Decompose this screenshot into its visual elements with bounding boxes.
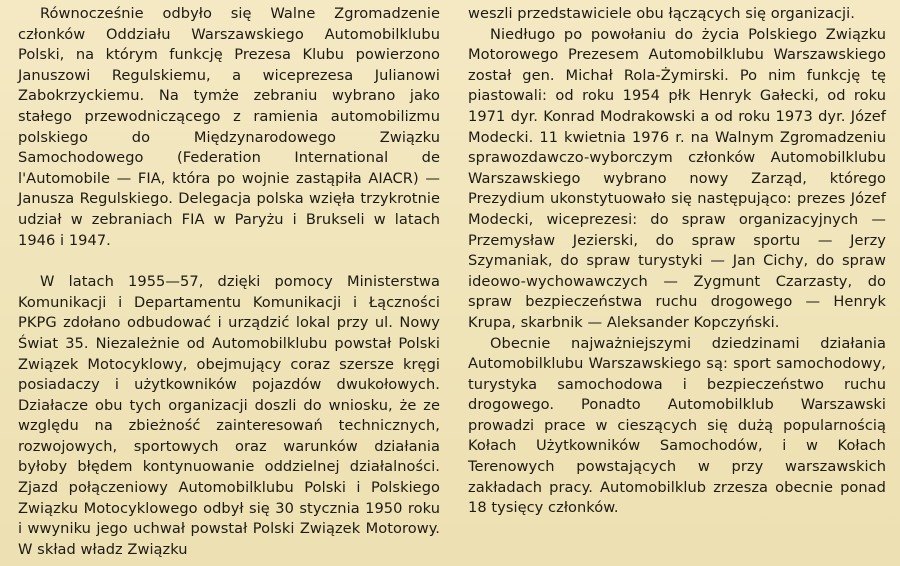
left-text-column — [18, 4, 440, 560]
paragraph-current-activities: Obecnie najważniejszymi dziedzinami działania Automobilklubu Warszawskiego są: sport samochodowy, turystyka samochodowa i bezpieczeństwo ruchu drogowego. Ponadto Automobilklub Warszawski prowadzi prace w cieszących się dużą popularnością Kołach Użytkowników Samochodów, i w Kołach Terenowych powstających w przy warszawskich zakładach pracy. Automobilklub zrzesza obecnie ponad 18 tysięcy członków. — [468, 334, 886, 517]
paragraph-general-assembly: Równocześnie odbyło się Walne Zgromadzenie członków Oddziału Warszawskiego Automobilklubu Polski, na którym funkcję Prezesa Klubu powierzono Januszowi Regulskiemu, a wiceprezesa Julianowi Zabokrzyckiemu. Na tymże zebraniu wybrano jako stałego przewodniczącego z ramienia automobilizmu polskiego do Międzynarodowego Związku Samochodowego (Federation International de l'Automobile — FIA, która po wojnie zastąpiła AIACR) — Janusza Regulskiego. Delegacja polska wzięła trzykrotnie udział w zebraniach FIA w Paryżu i Brukseli w latach 1946 i 1947. — [18, 5, 440, 249]
paragraph-club-presidents: Niedługo po powołaniu do życia Polskiego Związku Motorowego Prezesem Automobilklubu Warszawskiego został gen. Michał Rola-Żymirski. Po nim funkcję tę piastowali: od roku 1954 płk Henryk Gałecki, od roku 1971 dyr. Konrad Modrakowski a od roku 1973 dyr. Józef Modecki. 11 kwietnia 1976 r. na Walnym Zgromadzeniu sprawozdawczo-wyborczym członków Automobilklubu Warszawskiego wybrano nowy Zarząd, którego Prezydium ukonstytuowało się następująco: prezes Józef Modecki, wiceprezesi: do spraw organizacyjnych — Przemysław Jezierski, do spraw sportu — Jerzy Szymaniak, do spraw turystyki — Jan Cichy, do spraw ideowo-wychowawczych — Zygmunt Czarzasty, do spraw bezpieczeństwa ruchu drogowego — Henryk Krupa, skarbnik — Aleksander Kopczyński. — [468, 25, 886, 331]
right-text-column — [468, 4, 886, 519]
paragraph-continuation: weszli przedstawiciele obu łączących się organizacji. — [468, 5, 855, 22]
paragraph-years-1955-57: W latach 1955—57, dzięki pomocy Ministerstwa Komunikacji i Departamentu Komunikacji i Łączności PKPG zdołano odbudować i urządzić lokal przy ul. Nowy Świat 35. Niezależnie od Automobilklubu powstał Polski Związek Motocyklowy, obejmujący coraz szersze kręgi posiadaczy i użytkowników pojazdów dwukołowych. Działacze obu tych organizacji doszli do wniosku, że ze względu na zbieżność zainteresowań technicznych, rozwojowych, sportowych oraz warunków działania byłoby błędem kontynuowanie oddzielnej działalności. Zjazd połączeniowy Automobilklubu Polski i Polskiego Związku Motocyklowego odbył się 30 stycznia 1950 roku i wwyniku jego uchwał powstał Polski Związek Motorowy. W skład władz Związku — [18, 273, 440, 558]
